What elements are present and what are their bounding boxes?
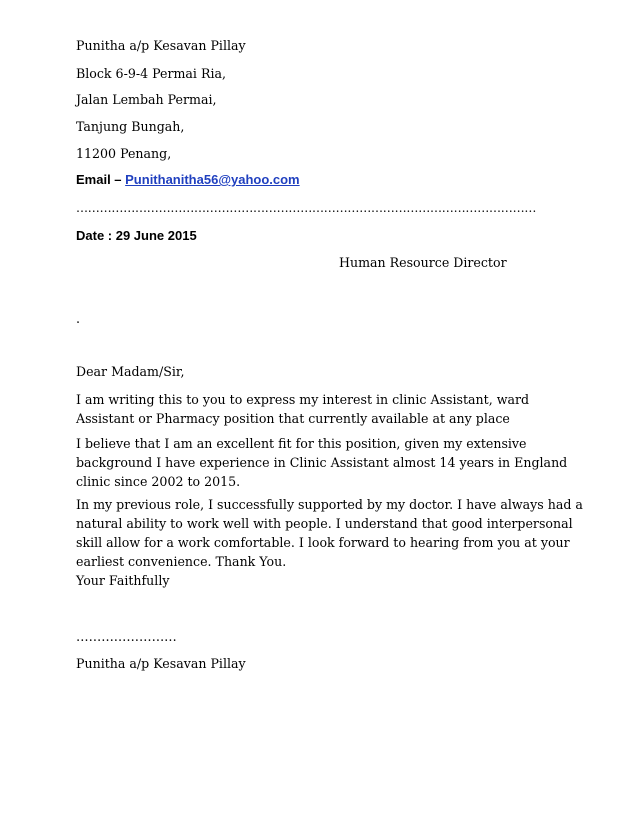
paragraph-3-line-2: natural ability to work well with people. I understand that good interpersonal bbox=[76, 516, 573, 531]
paragraph-3-line-3: skill allow for a work comfortable. I look forward to hearing from you at your bbox=[76, 535, 570, 550]
email-label: Email – bbox=[76, 172, 126, 187]
paragraph-1 bbox=[76, 390, 576, 428]
sender-name: Punitha a/p Kesavan Pillay bbox=[76, 38, 246, 53]
sender-address-line-3: Tanjung Bungah, bbox=[76, 119, 185, 134]
paragraph-2 bbox=[76, 434, 576, 491]
paragraph-3 bbox=[76, 495, 583, 571]
paragraph-3-line-1: In my previous role, I successfully supported by my doctor. I have always had a bbox=[76, 497, 583, 512]
paragraph-2-line-2: background I have experience in Clinic Assistant almost 14 years in England bbox=[76, 455, 568, 470]
separator-line: ……………………………………………………………………………………………………… bbox=[76, 201, 537, 215]
closing: Your Faithfully bbox=[76, 573, 170, 588]
email-line bbox=[76, 172, 300, 188]
signature-line: …………………… bbox=[76, 629, 177, 644]
sender-address-line-4: 11200 Penang, bbox=[76, 146, 172, 161]
letter-date: Date : 29 June 2015 bbox=[76, 228, 197, 243]
salutation: Dear Madam/Sir, bbox=[76, 364, 185, 379]
email-link[interactable]: Punithanitha56@yahoo.com bbox=[125, 172, 300, 187]
sender-address-line-2: Jalan Lembah Permai, bbox=[76, 92, 217, 107]
paragraph-1-line-2: Assistant or Pharmacy position that currently available at any place bbox=[76, 411, 510, 426]
paragraph-1-line-1: I am writing this to you to express my interest in clinic Assistant, ward bbox=[76, 392, 530, 407]
paragraph-2-line-1: I believe that I am an excellent fit for this position, given my extensive bbox=[76, 436, 527, 451]
signature-name: Punitha a/p Kesavan Pillay bbox=[76, 656, 246, 671]
recipient-title: Human Resource Director bbox=[339, 255, 507, 270]
blank-dot: . bbox=[76, 311, 81, 326]
paragraph-3-line-4: earliest convenience. Thank You. bbox=[76, 554, 287, 569]
paragraph-2-line-3: clinic since 2002 to 2015. bbox=[76, 474, 241, 489]
sender-address-line-1: Block 6-9-4 Permai Ria, bbox=[76, 66, 226, 81]
